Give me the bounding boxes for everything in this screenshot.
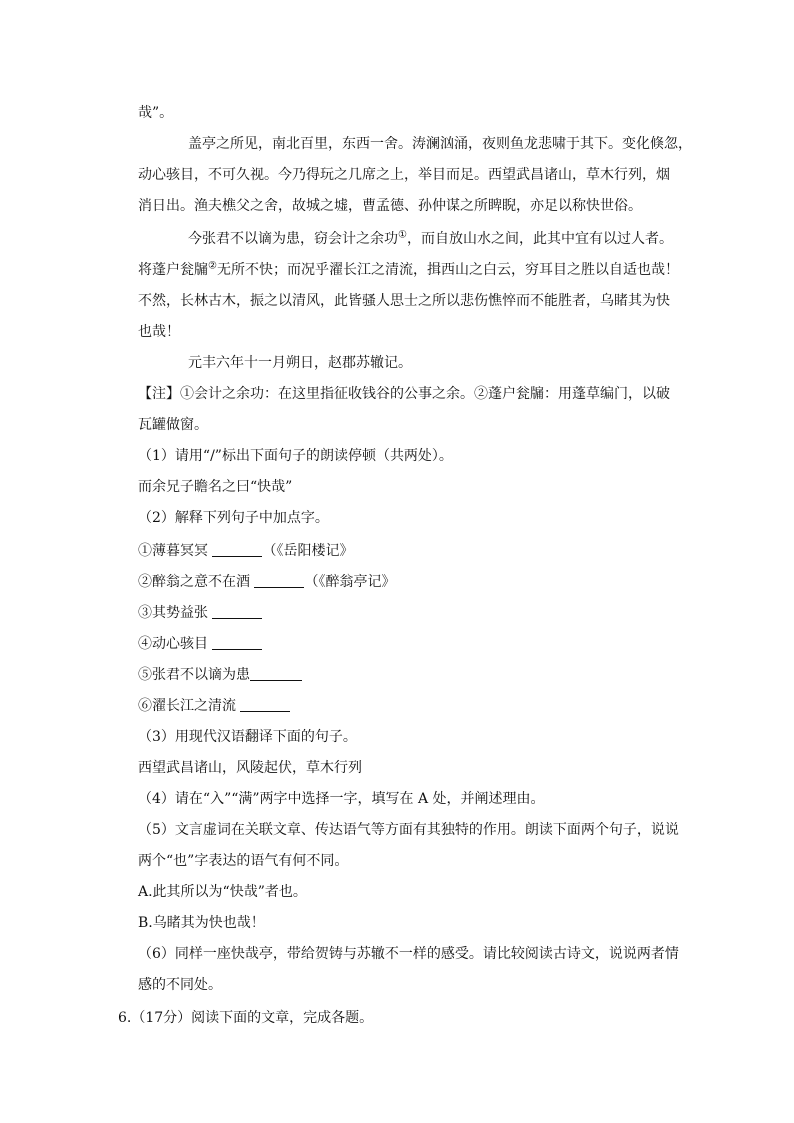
answer-blank[interactable] [250,666,302,681]
question-5-line-2: 两个“也”字表达的语气有何不同。 [138,853,349,869]
question-1-sentence: 而余兄子瞻名之曰“快哉” [138,479,293,495]
passage-paragraph-2-line-4: 也哉！ [138,324,180,340]
question-2-item-1 [138,542,353,560]
passage-text: 今张君不以谪为患，窃会计之余功 [188,231,398,247]
passage-text: 将蓬户瓮牖 [138,262,208,278]
passage-paragraph-2-line-3: 不然，长林古木，振之以清风，此皆骚人思士之所以悲伤憔悴而不能胜者，乌睹其为快 [138,293,670,309]
answer-blank[interactable] [212,635,262,650]
passage-paragraph-1-line-2: 动心骇目，不可久视。今乃得玩之几席之上，举目而足。西望武昌诸山，草木行列，烟 [138,167,670,183]
question-1: （1）请用“/”标出下面句子的朗读停顿（共两处）。 [138,448,453,464]
passage-paragraph-2-line-1 [188,230,673,248]
question-5-line-1: （5）文言虚词在关联文章、传达语气等方面有其独特的作用。朗读下面两个句子，说说 [138,822,679,838]
question-5-option-a: A.此其所以为“快哉”者也。 [138,884,307,900]
question-4: （4）请在“入”“满”两字中选择一字，填写在 A 处，并阐述理由。 [138,791,545,807]
question-2: （2）解释下列句子中加点字。 [138,510,329,526]
question-2-item-2 [138,573,395,591]
passage-paragraph-1-line-1: 盖亭之所见，南北百里，东西一舍。涛澜汹涌，夜则鱼龙悲啸于其下。变化倏忽， [188,136,692,152]
passage-signature: 元丰六年十一月朔日，赵郡苏辙记。 [188,355,412,371]
question-6-line-1: （6）同样一座快哉亭，带给贺铸与苏辙不一样的感受。请比较阅读古诗文，说说两者情 [138,946,679,962]
question-6-line-2: 感的不同处。 [138,977,222,993]
passage-paragraph-2-line-2 [138,261,679,279]
item-source: （《岳阳楼记》 [262,543,354,559]
passage-fragment: 哉”。 [138,105,174,121]
item-text: ④动心骇目 [138,636,213,652]
footnote-mark-1: ① [398,229,407,241]
item-source: （《醉翁亭记》 [304,574,396,590]
question-2-item-3 [138,604,262,622]
item-text: ①薄暮冥冥 [138,543,213,559]
next-question-heading: 6.（17分）阅读下面的文章，完成各题。 [118,1010,374,1026]
item-text: ⑥濯长江之清流 [138,698,241,714]
answer-blank[interactable] [212,604,262,619]
passage-text: 无所不快；而况乎濯长江之清流，揖西山之白云，穷耳目之胜以自适也哉！ [216,262,679,278]
question-3-sentence: 西望武昌诸山，风陵起伏，草木行列 [138,760,362,776]
item-text: ③其势益张 [138,605,213,621]
item-text: ②醉翁之意不在酒 [138,574,255,590]
answer-blank[interactable] [212,542,262,557]
footnote-line-1: 【注】①会计之余功：在这里指征收钱谷的公事之余。②蓬户瓮牖：用蓬草编门，以破 [138,386,670,402]
answer-blank[interactable] [254,573,304,588]
question-2-item-6 [138,697,290,715]
question-2-item-4 [138,635,262,653]
footnote-mark-2: ② [208,260,217,272]
question-5-option-b: B.乌睹其为快也哉！ [138,915,265,931]
passage-paragraph-1-line-3: 消日出。渔夫樵父之舍，故城之墟，曹孟德、孙仲谋之所睥睨，亦足以称快世俗。 [138,198,642,214]
question-3: （3）用现代汉语翻译下面的句子。 [138,729,357,745]
footnote-line-2: 瓦罐做窗。 [138,417,208,433]
answer-blank[interactable] [240,697,290,712]
item-text: ⑤张君不以谪为患 [138,667,250,683]
question-2-item-5 [138,666,302,684]
passage-text: ，而自放山水之间，此其中宜有以过人者。 [406,231,673,247]
